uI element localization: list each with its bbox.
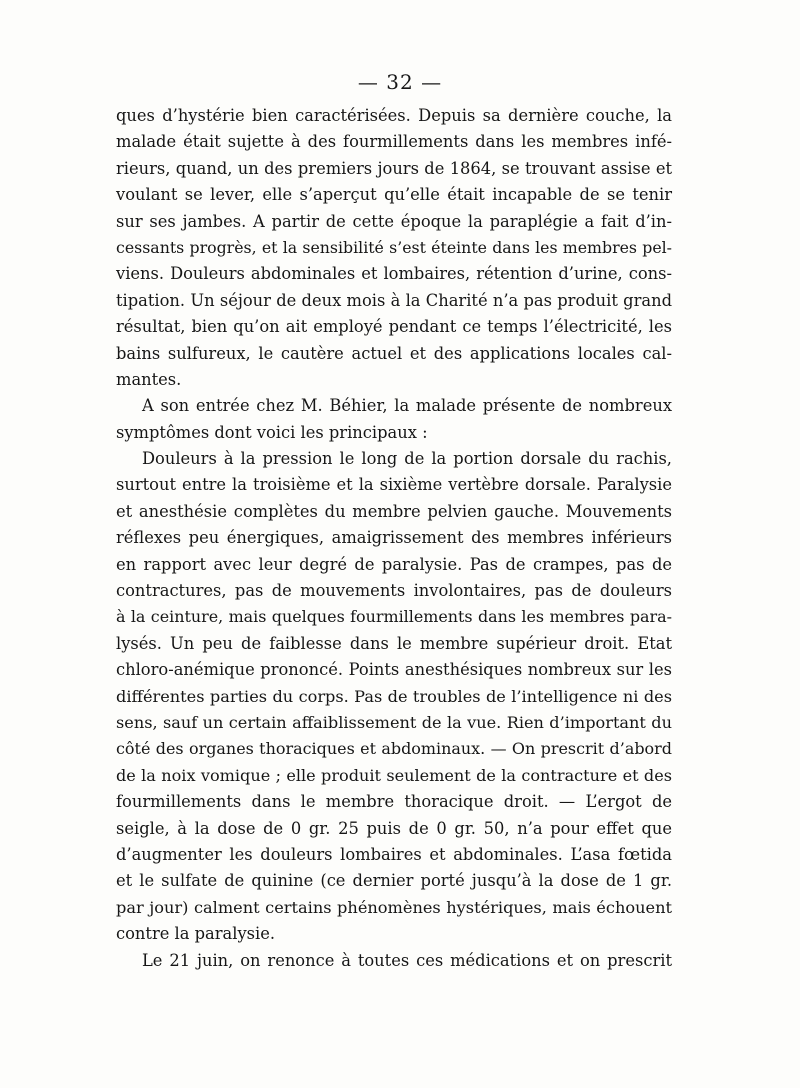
text-line: côté des organes thoraciques et abdominaux. — On prescrit d’abord (116, 739, 672, 759)
text-line: réflexes peu énergiques, amaigrissement des membres inférieurs (116, 528, 672, 548)
text-line: contre la paralysie. (116, 924, 276, 944)
text-line: différentes parties du corps. Pas de troubles de l’intelligence ni des (116, 686, 672, 706)
text-line: mantes. (116, 369, 182, 389)
text-line: ques d’hystérie bien caractérisées. Depuis sa dernière couche, la (116, 106, 672, 125)
text-line: bains sulfureux, le cautère actuel et des applications locales cal- (116, 343, 672, 363)
text-line: en rapport avec leur degré de paralysie. Pas de crampes, pas de (116, 554, 672, 574)
text-line: fourmillements dans le membre thoracique droit. — L’ergot de (116, 792, 672, 812)
text-line: surtout entre la troisième et la sixième vertèbre dorsale. Paralysie (116, 475, 672, 495)
text-line: rieurs, quand, un des premiers jours de 1864, se trouvant assise et (116, 158, 672, 178)
text-line: malade était sujette à des fourmillements dans les membres infé- (116, 132, 672, 152)
text-line: d’augmenter les douleurs lombaires et abdominales. L’asa fœtida (116, 844, 672, 864)
paragraph-start-line: A son entrée chez M. Béhier, la malade présente de nombreux (142, 396, 672, 416)
text-line: seigle, à la dose de 0 gr. 25 puis de 0 gr. 50, n’a pour effet que (116, 818, 672, 838)
text-line: lysés. Un peu de faiblesse dans le membre supérieur droit. Etat (116, 633, 672, 653)
paragraph-start-line: Le 21 juin, on renonce à toutes ces médications et on prescrit (142, 950, 672, 970)
page-number: — 32 — (357, 70, 443, 94)
text-line: par jour) calment certains phénomènes hystériques, mais échouent (116, 897, 672, 917)
text-line: voulant se lever, elle s’aperçut qu’elle était incapable de se tenir (116, 185, 672, 205)
text-line: et le sulfate de quinine (ce dernier porté jusqu’à la dose de 1 gr. (116, 871, 672, 891)
paragraph-start-line: Douleurs à la pression le long de la portion dorsale du rachis, (142, 449, 672, 469)
text-line: contractures, pas de mouvements involontaires, pas de douleurs (116, 581, 672, 601)
text-line: cessants progrès, et la sensibilité s’est éteinte dans les membres pel- (116, 237, 672, 257)
text-line: à la ceinture, mais quelques fourmillements dans les membres para- (116, 607, 672, 627)
text-line: tipation. Un séjour de deux mois à la Charité n’a pas produit grand (116, 290, 672, 310)
text-line: de la noix vomique ; elle produit seulement de la contracture et des (116, 765, 672, 785)
text-line: sur ses jambes. A partir de cette époque la paraplégie a fait d’in- (116, 211, 672, 231)
body-text (116, 103, 672, 974)
text-line: et anesthésie complètes du membre pelvien gauche. Mouvements (116, 501, 672, 521)
text-line: sens, sauf un certain affaiblissement de la vue. Rien d’important du (116, 712, 672, 732)
text-line: chloro-anémique prononcé. Points anesthésiques nombreux sur les (116, 660, 672, 680)
text-line: résultat, bien qu’on ait employé pendant ce temps l’électricité, les (116, 317, 672, 337)
text-line: symptômes dont voici les principaux : (116, 422, 428, 442)
text-line: viens. Douleurs abdominales et lombaires, rétention d’urine, cons- (116, 264, 672, 284)
